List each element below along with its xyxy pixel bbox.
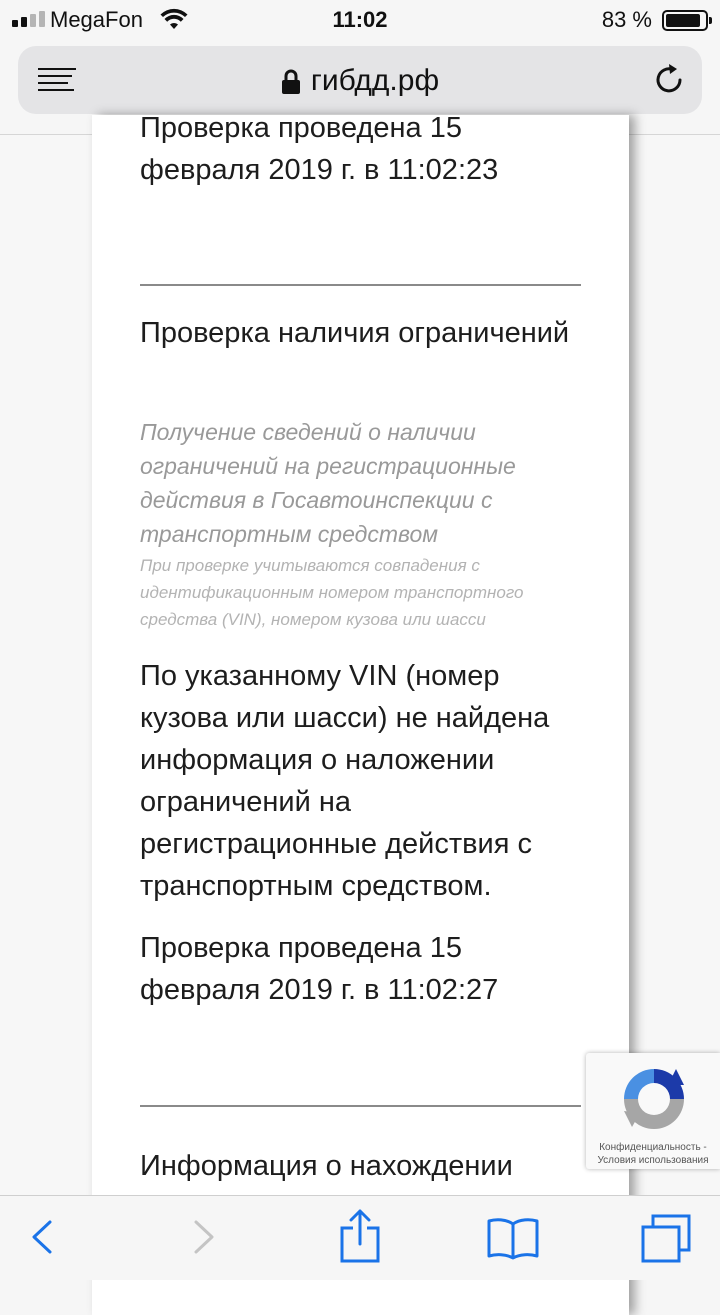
next-section-title: Информация о нахождении xyxy=(140,1150,513,1182)
url-text: гибдд.рф xyxy=(310,64,440,97)
recaptcha-badge[interactable] xyxy=(586,1053,720,1169)
section-subtitle: Получение сведений о наличии ограничений на регистрационные действия в Госавтоинспекции с транспортным средством xyxy=(140,419,516,547)
section-divider xyxy=(140,284,581,286)
battery-icon xyxy=(662,10,708,31)
reload-icon[interactable] xyxy=(652,63,686,97)
address-bar[interactable] xyxy=(18,46,702,114)
section-note: При проверке учитываются совпадения с идентификационным номером транспортного средства (VIN), номером кузова или шасси xyxy=(140,556,524,629)
recaptcha-links[interactable]: Конфиденциальность - Условия использования xyxy=(597,1142,709,1166)
check-date-1: Проверка проведена 15 февраля 2019 г. в 11:02:23 xyxy=(140,112,499,186)
status-bar xyxy=(0,0,720,40)
bottom-toolbar xyxy=(0,1195,720,1280)
clock: 11:02 xyxy=(332,7,388,32)
lock-icon xyxy=(281,69,301,95)
result-text: По указанному VIN (номер кузова или шасси) не найдена информация о наложении ограничений на регистрационные действия с транспортным средством. xyxy=(140,660,550,902)
tabs-icon[interactable] xyxy=(640,1214,692,1264)
forward-icon[interactable] xyxy=(190,1214,218,1260)
content-card xyxy=(92,112,629,1315)
battery-percent: 83 % xyxy=(601,7,652,32)
carrier-name: MegaFon xyxy=(50,7,143,32)
section-divider xyxy=(140,1105,581,1107)
back-icon[interactable] xyxy=(28,1214,56,1260)
share-icon[interactable] xyxy=(338,1208,382,1264)
web-page[interactable] xyxy=(0,112,720,1195)
bookmarks-icon[interactable] xyxy=(486,1216,540,1260)
section-title: Проверка наличия ограничений xyxy=(140,317,570,349)
check-date-2: Проверка проведена 15 февраля 2019 г. в 11:02:27 xyxy=(140,932,499,1006)
recaptcha-icon xyxy=(618,1063,690,1135)
url-display[interactable] xyxy=(18,64,702,98)
